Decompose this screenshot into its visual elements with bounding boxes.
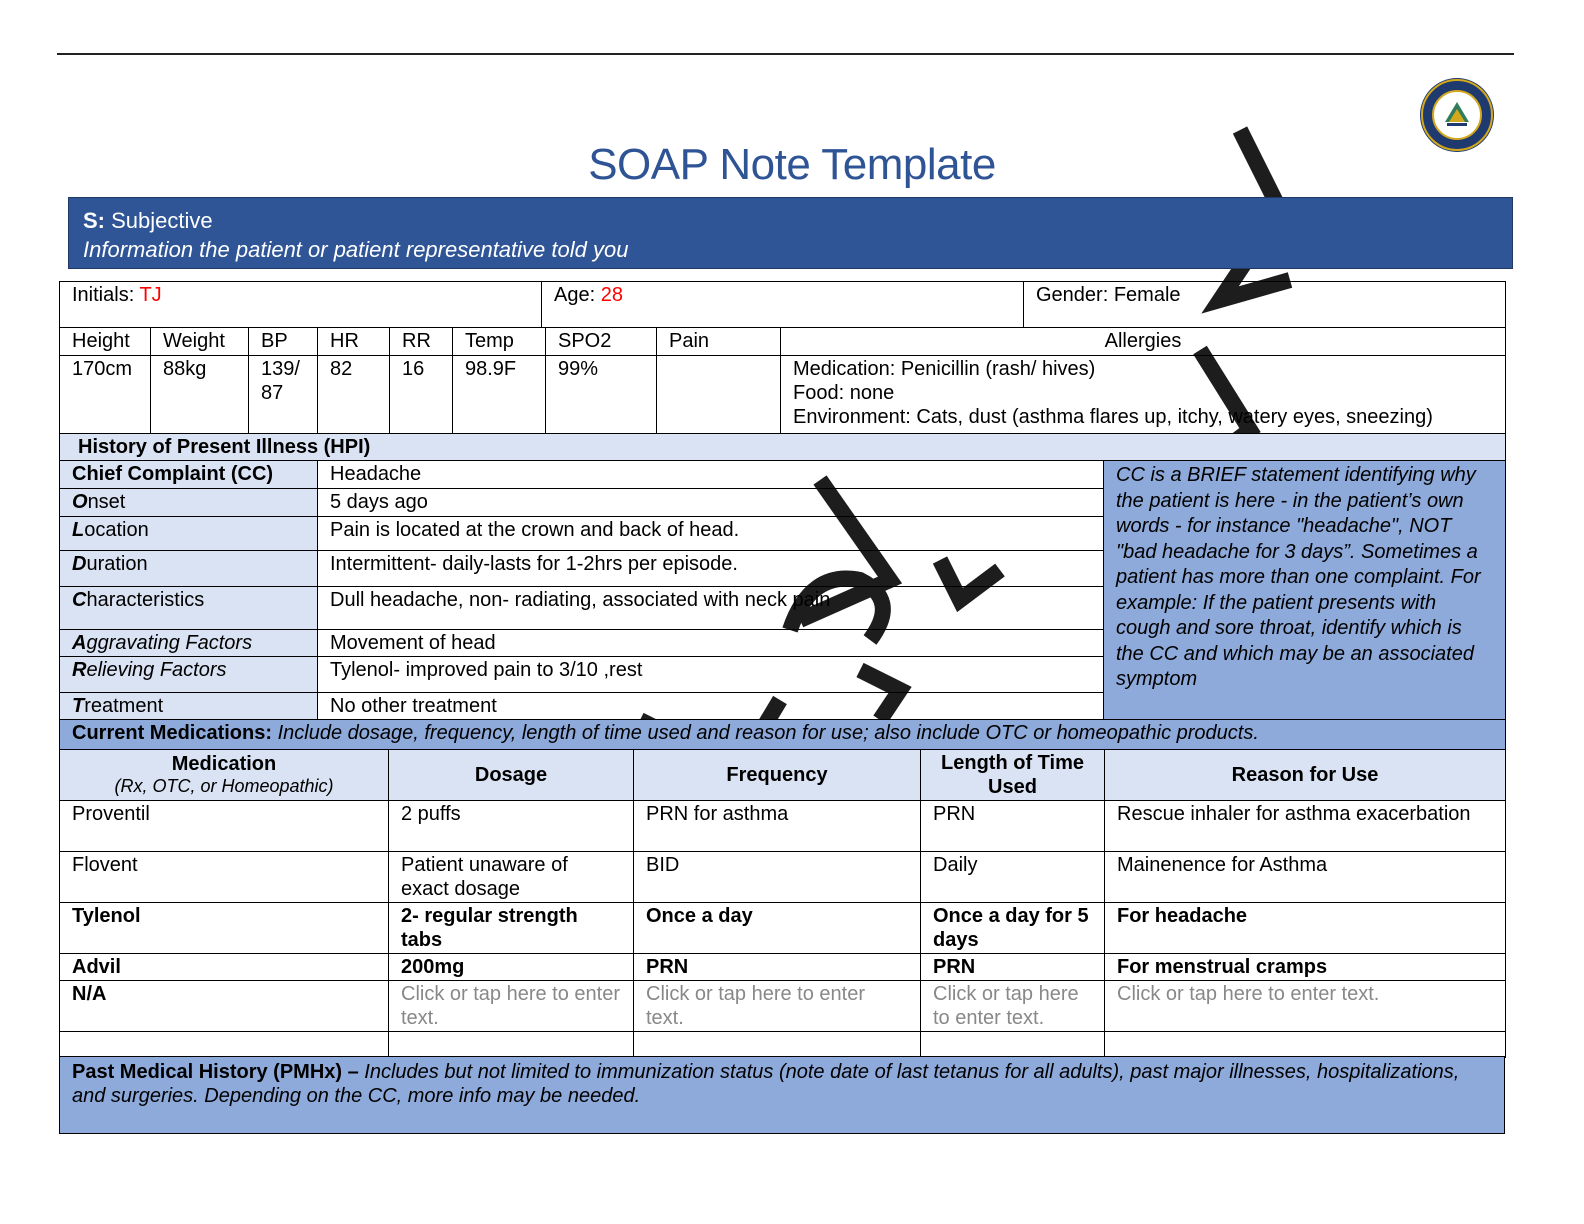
med-empty-cell[interactable] — [634, 1032, 921, 1058]
med-dosage[interactable]: 200mg — [389, 954, 634, 981]
hpi-value-treatment[interactable]: No other treatment — [318, 693, 1104, 722]
med-dosage[interactable]: 2 puffs — [389, 801, 634, 852]
top-rule — [57, 53, 1514, 55]
hpi-label-onset: Onset — [60, 489, 318, 517]
med-empty-cell[interactable] — [60, 1032, 389, 1058]
vitals-header-temp: Temp — [453, 328, 546, 356]
vitals-header-height: Height — [60, 328, 151, 356]
med-dosage[interactable]: Patient unaware of exact dosage — [389, 852, 634, 903]
table-row — [60, 1032, 1506, 1058]
allergies-cell[interactable] — [781, 356, 1506, 434]
med-name[interactable]: Proventil — [60, 801, 389, 852]
medications-header: Current Medications: Include dosage, frequency, length of time used and reason for use; also include OTC or homeopathic products. — [60, 720, 1506, 750]
med-length-placeholder[interactable]: Click or tap here to enter text. — [921, 981, 1105, 1032]
med-length[interactable]: Once a day for 5 days — [921, 903, 1105, 954]
med-length[interactable]: PRN — [921, 801, 1105, 852]
hpi-label-treatment: Treatment — [60, 693, 318, 722]
vitals-spo2-value[interactable]: 99% — [546, 356, 657, 434]
medications-table — [59, 719, 1506, 1058]
med-frequency-placeholder[interactable]: Click or tap here to enter text. — [634, 981, 921, 1032]
age-cell[interactable]: Age: 28 — [542, 282, 1024, 328]
hpi-value-relieving[interactable]: Tylenol- improved pain to 3/10 ,rest — [318, 657, 1104, 693]
hpi-label-cc: Chief Complaint (CC) — [60, 461, 318, 489]
hpi-value-location[interactable]: Pain is located at the crown and back of head. — [318, 517, 1104, 551]
med-name[interactable]: N/A — [60, 981, 389, 1032]
hpi-label-duration: Duration — [60, 551, 318, 587]
cc-instruction-note: CC is a BRIEF statement identifying why the patient is here - in the patient’s own words - for instance "headache", NOT "bad headache for 3 days”. Sometimes a patient has more than one complaint. For example: If the patient presents with cough and sore throat, identify which is the CC and which may be an associated symptom — [1104, 461, 1506, 722]
med-frequency[interactable]: PRN — [634, 954, 921, 981]
pmh-section — [60, 1057, 1505, 1134]
hpi-label-relieving: Relieving Factors — [60, 657, 318, 693]
med-frequency[interactable]: PRN for asthma — [634, 801, 921, 852]
med-reason[interactable]: Mainenence for Asthma — [1105, 852, 1506, 903]
allergy-medication: Medication: Penicillin (rash/ hives) — [793, 358, 1096, 380]
med-reason[interactable]: For menstrual cramps — [1105, 954, 1506, 981]
med-name[interactable]: Tylenol — [60, 903, 389, 954]
med-empty-cell[interactable] — [921, 1032, 1105, 1058]
vitals-header-weight: Weight — [151, 328, 249, 356]
hpi-value-cc[interactable]: Headache — [318, 461, 1104, 489]
med-length[interactable]: Daily — [921, 852, 1105, 903]
pmh-title: Past Medical History (PMHx) – — [72, 1061, 359, 1083]
vitals-weight-value[interactable]: 88kg — [151, 356, 249, 434]
hpi-header: History of Present Illness (HPI) — [60, 434, 1506, 461]
hpi-value-onset[interactable]: 5 days ago — [318, 489, 1104, 517]
vitals-header-pain: Pain — [657, 328, 781, 356]
table-row — [60, 852, 1506, 903]
med-name[interactable]: Advil — [60, 954, 389, 981]
vitals-table — [59, 327, 1506, 434]
table-row — [60, 954, 1506, 981]
vitals-bp-value[interactable]: 139/ 87 — [249, 356, 318, 434]
vitals-height-value[interactable]: 170cm — [60, 356, 151, 434]
initials-cell[interactable]: Initials: TJ — [60, 282, 542, 328]
subjective-banner — [68, 197, 1513, 269]
allergy-environment: Environment: Cats, dust (asthma flares up, itchy, watery eyes, sneezing) — [793, 406, 1433, 428]
pmh-table — [59, 1056, 1505, 1134]
vitals-pain-value[interactable] — [657, 356, 781, 434]
hpi-label-location: Location — [60, 517, 318, 551]
med-frequency[interactable]: Once a day — [634, 903, 921, 954]
vitals-header-allergies: Allergies — [781, 328, 1506, 356]
vitals-header-rr: RR — [390, 328, 453, 356]
med-frequency[interactable]: BID — [634, 852, 921, 903]
med-reason[interactable]: Rescue inhaler for asthma exacerbation — [1105, 801, 1506, 852]
vitals-header-bp: BP — [249, 328, 318, 356]
med-col-frequency: Frequency — [634, 750, 921, 801]
vitals-header-hr: HR — [318, 328, 390, 356]
subjective-subtitle: Information the patient or patient representative told you — [83, 237, 629, 262]
hpi-label-characteristics: Characteristics — [60, 587, 318, 630]
demographics-table — [59, 281, 1506, 328]
hpi-label-aggravating: Aggravating Factors — [60, 630, 318, 657]
vitals-hr-value[interactable]: 82 — [318, 356, 390, 434]
med-col-reason: Reason for Use — [1105, 750, 1506, 801]
hpi-table — [59, 433, 1506, 722]
initials-value: TJ — [139, 284, 162, 306]
med-col-length: Length of Time Used — [921, 750, 1105, 801]
vitals-header-spo2: SPO2 — [546, 328, 657, 356]
med-reason-placeholder[interactable]: Click or tap here to enter text. — [1105, 981, 1506, 1032]
table-row — [60, 981, 1506, 1032]
med-col-medication: Medication (Rx, OTC, or Homeopathic) — [60, 750, 389, 801]
subjective-letter: S: — [83, 208, 105, 233]
gender-cell[interactable]: Gender: Female — [1024, 282, 1506, 328]
med-empty-cell[interactable] — [1105, 1032, 1506, 1058]
page-title: SOAP Note Template — [588, 140, 996, 189]
med-length[interactable]: PRN — [921, 954, 1105, 981]
age-value: 28 — [600, 284, 623, 306]
med-col-dosage: Dosage — [389, 750, 634, 801]
pmh-description: Includes but not limited to immunization status (note date of last tetanus for all adults), past major illnesses, hospitalizations, and surgeries. Depending on the CC, more info may be needed. — [72, 1061, 1460, 1107]
table-row — [60, 903, 1506, 954]
med-reason[interactable]: For headache — [1105, 903, 1506, 954]
med-name[interactable]: Flovent — [60, 852, 389, 903]
subjective-label: Subjective — [111, 208, 213, 233]
med-empty-cell[interactable] — [389, 1032, 634, 1058]
hpi-value-aggravating[interactable]: Movement of head — [318, 630, 1104, 657]
hpi-value-characteristics[interactable]: Dull headache, non- radiating, associated with neck pain — [318, 587, 1104, 630]
vitals-temp-value[interactable]: 98.9F — [453, 356, 546, 434]
table-row — [60, 801, 1506, 852]
med-dosage[interactable]: 2- regular strength tabs — [389, 903, 634, 954]
med-dosage-placeholder[interactable]: Click or tap here to enter text. — [389, 981, 634, 1032]
hpi-value-duration[interactable]: Intermittent- daily-lasts for 1-2hrs per episode. — [318, 551, 1104, 587]
allergy-food: Food: none — [793, 382, 895, 404]
vitals-rr-value[interactable]: 16 — [390, 356, 453, 434]
